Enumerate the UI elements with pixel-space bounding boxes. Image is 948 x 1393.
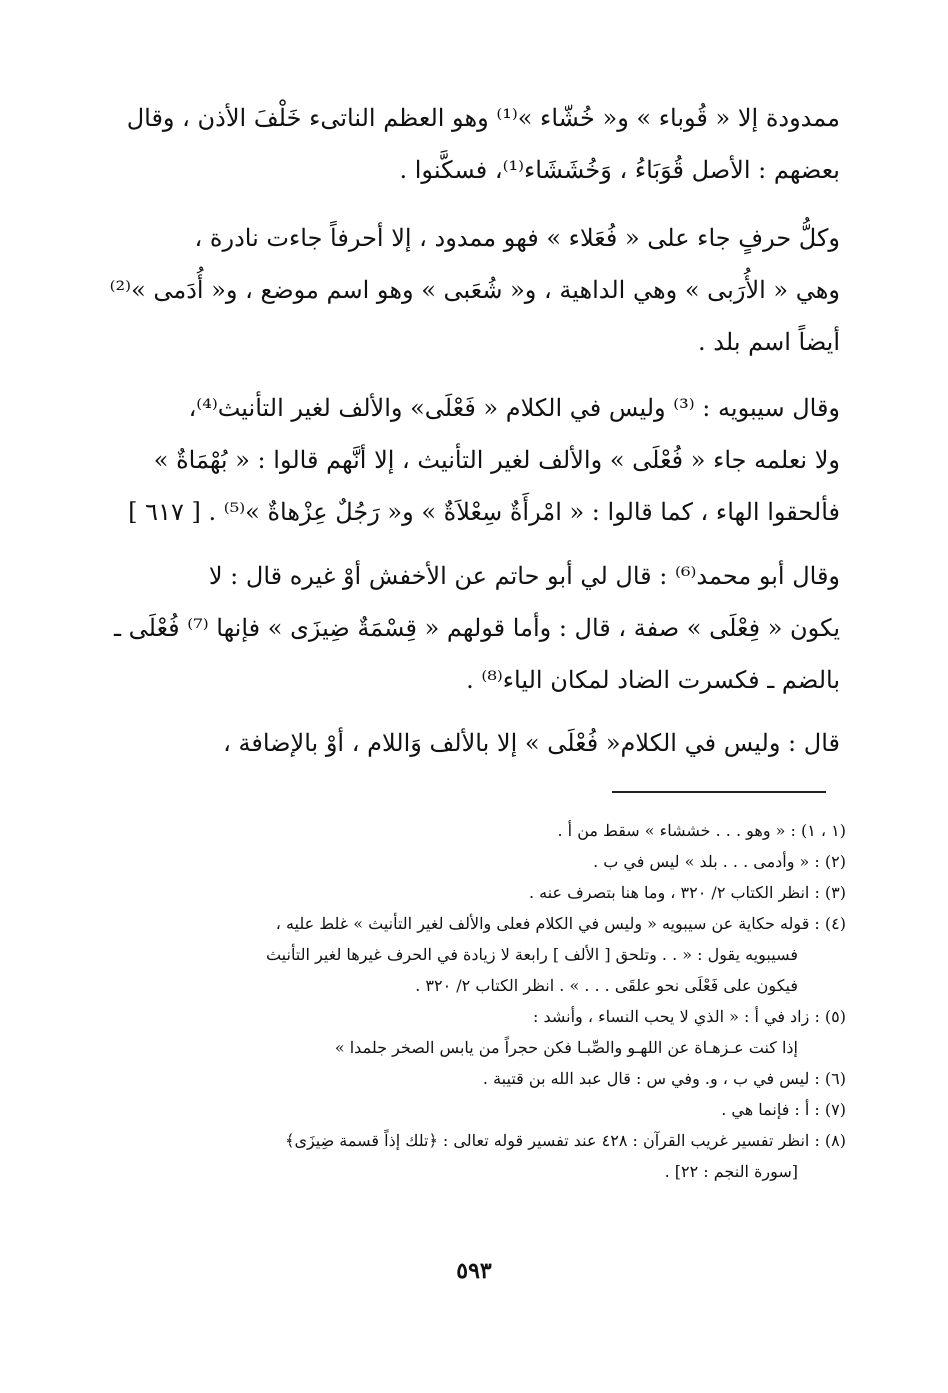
footnote-line: فسيبويه يقول : « . . وتلحق [ الألف ] رابعة لا زيادة في الحرف غيرها لغير التأنيث — [265, 945, 798, 964]
footnote-line: (٤) : قوله حكاية عن سيبويه « وليس في الكلام فعلى والألف لغير التأنيث » غلط عليه ، — [275, 914, 846, 933]
footnote-line: (٢) : « وأدمى . . . بلد » ليس في ب . — [593, 852, 846, 871]
page-number: ٥٩٣ — [456, 1258, 492, 1284]
footnote-line: [سورة النجم : ٢٢] . — [664, 1162, 798, 1181]
footnote-line: (٥) : زاد في أ : « الذي لا يحب النساء ، وأنشد : — [532, 1007, 846, 1026]
paragraph-5 — [150, 717, 840, 769]
text-line: قال : وليس في الكلام« فُعْلَى » إلا بالألف وَاللام ، أوْ بالإضافة ، — [223, 729, 840, 757]
footnote-line: (٦) : ليس في ب ، و. وفي س : قال عبد الله بن قتيبة . — [482, 1069, 846, 1088]
footnote-line: فيكون على فَعْلَى نحو علقَى . . . » . انظر الكتاب ٢/ ٣٢٠ . — [415, 976, 798, 995]
text-line: بالضم ـ فكسرت الضاد لمكان الياء⁽⁸⁾ . — [466, 666, 840, 694]
text-line: فألحقوا الهاء ، كما قالوا : « امْرأَةٌ سِعْلاَةٌ » و« رَجُلٌ عِزْهاةٌ »⁽⁵⁾ . [ ٦١٧ ] — [128, 498, 840, 526]
text-line: وهي « الأُرَبى » وهي الداهية ، و« شُعَبى » وهو اسم موضع ، و« أُدَمى »⁽²⁾ — [109, 276, 840, 304]
footnote-verse: إذا كنت عـزهـاة عن اللهـو والصِّبـا فكن حجراً من يابس الصخر جلمدا » — [334, 1038, 798, 1057]
paragraph-3 — [128, 382, 840, 538]
paragraph-2 — [109, 212, 840, 368]
text-line: يكون « فِعْلَى » صفة ، قال : وأما قولهم « قِسْمَةٌ ضِيزَى » فإنها ⁽⁷⁾ فُعْلَى ـ — [113, 614, 840, 642]
text-line: وقال سيبويه : ⁽³⁾ وليس في الكلام « فَعْلَى» والألف لغير التأنيث⁽⁴⁾، — [188, 394, 840, 422]
footnote-line: (٧) : أ : فإنما هي . — [721, 1100, 846, 1119]
text-line: بعضهم : الأصل قُوَبَاءُ ، وَخُشَشَاء⁽¹⁾، فسكَّنوا . — [399, 156, 840, 184]
paragraph-4 — [113, 550, 840, 706]
text-line: ممدودة إلا « قُوباء » و« خُشّاء »⁽¹⁾ وهو العظم الناتىء خَلْفَ الأذن ، وقال — [126, 104, 840, 132]
text-line: أيضاً اسم بلد . — [698, 328, 840, 356]
text-line: وكلُّ حرفٍ جاء على « فُعَلاء » فهو ممدود ، إلا أحرفاً جاءت نادرة ، — [194, 224, 840, 252]
footnotes — [150, 815, 846, 1187]
footnote-line: (٣) : انظر الكتاب ٢/ ٣٢٠ ، وما هنا بتصرف عنه . — [528, 883, 846, 902]
text-line: وقال أبو محمد⁽⁶⁾ : قال لي أبو حاتم عن الأخفش أوْ غيره قال : لا — [208, 562, 840, 590]
footnote-line: (٨) : انظر تفسير غريب القرآن : ٤٢٨ عند تفسير قوله تعالى : ﴿تلك إذاً قسمة ضِيزَى﴾ — [285, 1131, 846, 1150]
paragraph-1 — [126, 92, 840, 196]
footnote-line: (١ ، ١) : « وهو . . . خششاء » سقط من أ . — [557, 821, 846, 840]
text-line: ولا نعلمه جاء « فُعْلَى » والألف لغير التأنيث ، إلا أنَّهم قالوا : « بُهْمَاةٌ » — [153, 446, 840, 474]
footnote-separator — [612, 791, 826, 793]
